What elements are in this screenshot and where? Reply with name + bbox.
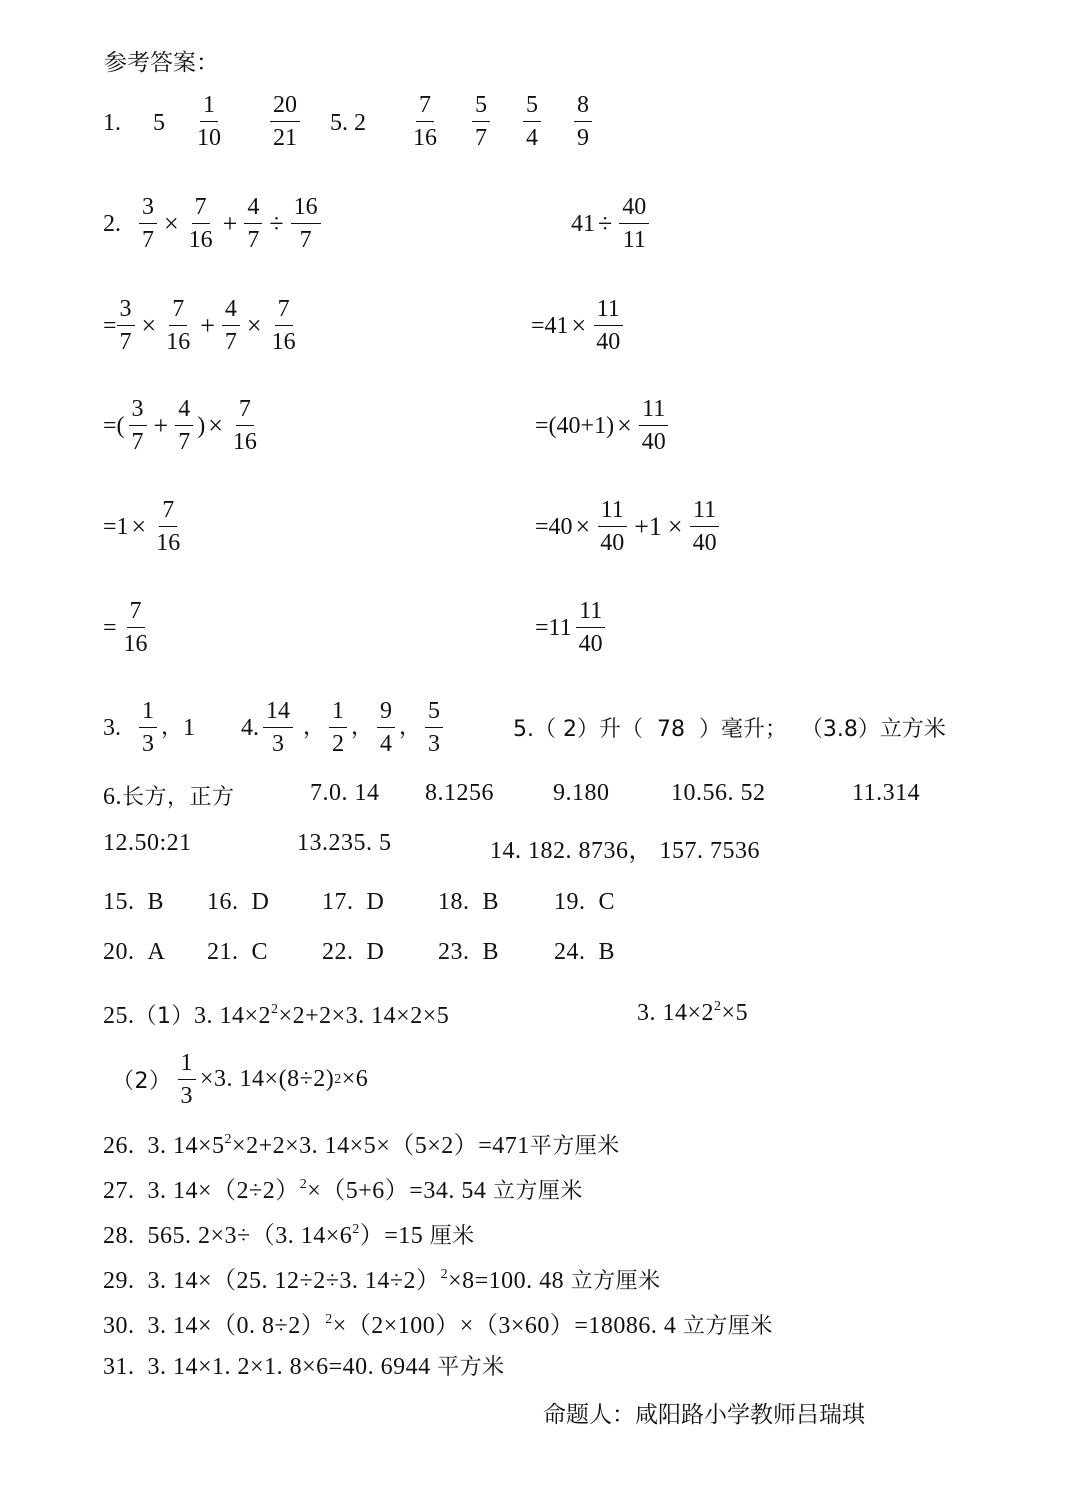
denominator: 7	[131, 429, 144, 455]
exponent: 2	[271, 1002, 279, 1017]
q14-value: 182. 8736， 157. 7536	[521, 838, 760, 864]
denominator: 10	[197, 125, 221, 151]
q2-right-line-4	[535, 497, 724, 556]
q10-value: 56. 52	[702, 780, 766, 806]
operator: +	[200, 310, 215, 340]
expr: 3. 14×2	[194, 1003, 272, 1029]
denominator: 7	[178, 429, 191, 455]
q2-right-line-5	[535, 598, 610, 657]
page-title: 参考答案：	[104, 50, 219, 76]
exponent: 2	[352, 1222, 360, 1237]
denominator: 16	[188, 227, 213, 253]
operator: ×	[208, 410, 223, 440]
unit: 立方厘米	[682, 1314, 773, 1339]
denominator: 2	[332, 731, 345, 757]
numerator: 5	[472, 92, 490, 122]
numerator: 5	[425, 698, 443, 728]
equals: =	[103, 614, 117, 641]
numerator: 7	[192, 194, 210, 224]
operator: ×	[164, 208, 179, 238]
q2-right-line-3	[535, 396, 673, 455]
solution-30	[103, 1305, 773, 1340]
unit: 平方厘米	[529, 1134, 620, 1159]
choice-16	[207, 889, 269, 916]
exponent: 2	[224, 1132, 233, 1147]
choice-answer: B	[147, 889, 165, 915]
exponent: 2	[299, 1177, 308, 1192]
prefix: 41	[571, 210, 595, 237]
numerator: 11	[576, 598, 605, 628]
operator: ÷	[269, 208, 284, 238]
choice-label: 20.	[103, 939, 135, 965]
q11-label: 11.	[852, 780, 883, 806]
choice-19	[554, 889, 615, 916]
choice-label: 16.	[207, 889, 239, 915]
prefix: =40	[535, 513, 573, 540]
operator: ×	[141, 310, 157, 340]
q14-answer	[490, 830, 760, 865]
choice-label: 24.	[554, 939, 586, 965]
solution-label: 28.	[103, 1223, 135, 1249]
choice-label: 15.	[103, 889, 135, 915]
solution-label: 29.	[103, 1268, 135, 1294]
choice-answer: D	[366, 889, 385, 915]
solution-28	[103, 1215, 475, 1250]
numerator: 11	[598, 497, 627, 527]
choice-18	[438, 889, 499, 916]
numerator: 7	[127, 598, 145, 628]
q2-label: 2.	[103, 210, 121, 237]
solution-26	[103, 1125, 620, 1160]
expr: 3. 14×1. 2×1. 8×6=40. 6944	[147, 1354, 431, 1380]
expr: ×5	[721, 1000, 749, 1026]
choice-answer: D	[251, 889, 270, 915]
denominator: 40	[692, 530, 717, 556]
denominator: 16	[123, 631, 148, 657]
exponent: 2	[334, 1071, 342, 1087]
q9-label: 9.	[553, 780, 572, 806]
expr: ×（5+6）=34. 54	[307, 1178, 487, 1204]
q1-label: 1.	[103, 110, 121, 136]
q1-answer-2	[190, 92, 228, 151]
solution-label: 31.	[103, 1354, 135, 1380]
q2-right-line-1	[571, 194, 653, 253]
choice-answer: B	[482, 889, 500, 915]
q14-label: 14.	[490, 838, 522, 864]
numerator: 40	[619, 194, 649, 224]
choice-label: 21.	[207, 939, 239, 965]
choice-answer: C	[251, 939, 269, 965]
denominator: 11	[622, 227, 646, 253]
solution-label: 27.	[103, 1178, 135, 1204]
unit: 立方厘米	[570, 1269, 661, 1294]
numerator: 20	[270, 92, 300, 122]
numerator: 7	[416, 92, 434, 122]
denominator: 40	[578, 631, 603, 657]
q8-answer	[425, 780, 494, 807]
denominator: 7	[224, 329, 237, 355]
q7-answer	[310, 780, 380, 807]
unit: 平方米	[437, 1355, 505, 1380]
numerator: 4	[175, 396, 193, 426]
q13-value: 235. 5	[328, 830, 392, 856]
denominator: 16	[271, 329, 296, 355]
numerator: 3	[139, 194, 157, 224]
author-credit: 命题人：咸阳路小学教师吕瑞琪	[543, 1402, 865, 1428]
denominator: 40	[596, 329, 621, 355]
part-label: （2）	[112, 1069, 172, 1094]
q12-value: 50:21	[134, 830, 192, 856]
solution-label: 26.	[103, 1133, 135, 1159]
solution-29	[103, 1260, 661, 1295]
q25-part1	[103, 999, 449, 1030]
denominator: 21	[273, 125, 297, 151]
q2-left-line-3	[103, 396, 264, 455]
denominator: 16	[232, 429, 257, 455]
choice-answer: A	[147, 939, 166, 965]
numerator: 4	[222, 296, 240, 326]
denominator: 3	[428, 731, 441, 757]
q8-label: 8.	[425, 780, 444, 806]
operator: +	[222, 208, 238, 238]
denominator: 3	[142, 731, 154, 757]
q12-label: 12.	[103, 830, 135, 856]
choice-24	[554, 939, 615, 966]
denominator: 7	[142, 227, 154, 253]
expr: ×2+2×3. 14×5×（5×2）=471	[232, 1133, 530, 1159]
expr: 3. 14×（25. 12÷2÷3. 14÷2）	[147, 1268, 441, 1294]
q25-part2	[112, 1050, 368, 1109]
q3-label: 3.	[103, 714, 121, 741]
operator: ×	[667, 511, 683, 541]
operator: ×	[617, 410, 632, 440]
expr: ）=15	[359, 1223, 424, 1249]
equals-open-paren: =(	[103, 412, 125, 439]
numerator: 16	[291, 194, 321, 224]
choice-answer: C	[598, 889, 616, 915]
numerator: 1	[329, 698, 347, 728]
numerator: 3	[129, 396, 147, 426]
q7-value: 0. 14	[329, 780, 380, 806]
denominator: 7	[119, 329, 132, 355]
solution-31	[103, 1350, 505, 1381]
q1-answer-1: 5	[153, 110, 165, 136]
expr: ×（2×100）×（3×60）=18086. 4	[332, 1313, 677, 1339]
numerator: 7	[236, 396, 254, 426]
numerator: 1	[178, 1050, 197, 1080]
q7-label: 7.	[310, 780, 329, 806]
q13-answer	[297, 830, 392, 857]
prefix: =41	[531, 312, 569, 339]
denominator: 9	[577, 125, 589, 151]
equals-value: =1	[103, 513, 129, 540]
denominator: 3	[180, 1083, 193, 1109]
choice-23	[438, 939, 499, 966]
choice-answer: D	[366, 939, 385, 965]
q4-answer	[241, 698, 447, 757]
operator: ×	[246, 310, 262, 340]
choice-17	[322, 889, 384, 916]
choice-label: 23.	[438, 939, 470, 965]
q1-answer-5	[406, 92, 444, 151]
choice-20	[103, 939, 165, 966]
numerator: 11	[690, 497, 719, 527]
expr: 3. 14×5	[147, 1133, 225, 1159]
numerator: 5	[523, 92, 541, 122]
q1-answer-7	[519, 92, 545, 151]
q25-part1-volume	[637, 999, 748, 1027]
choice-22	[322, 939, 384, 966]
choice-label: 19.	[554, 889, 586, 915]
operator: ×	[575, 511, 591, 541]
operator: ×	[571, 310, 587, 340]
numerator: 11	[594, 296, 623, 326]
exponent: 2	[440, 1267, 449, 1282]
q9-value: 180	[572, 780, 610, 806]
numerator: 1	[139, 698, 157, 728]
numerator: 7	[275, 296, 293, 326]
numerator: 4	[244, 194, 262, 224]
expr: 3. 14×（0. 8÷2）	[147, 1313, 326, 1339]
solution-27	[103, 1170, 583, 1205]
choice-label: 17.	[322, 889, 354, 915]
q8-value: 1256	[444, 780, 494, 806]
operator: ÷	[598, 208, 613, 238]
expr: ×2+2×3. 14×2×5	[278, 1003, 450, 1029]
denominator: 16	[156, 530, 181, 556]
numerator: 11	[639, 396, 668, 426]
q9-answer	[553, 780, 610, 807]
q25-label: 25.	[103, 1003, 135, 1029]
solution-label: 30.	[103, 1313, 135, 1339]
operator: ×	[131, 511, 147, 541]
separator: ，	[351, 714, 374, 740]
q4-label: 4.	[241, 714, 259, 741]
prefix: =(40+1)	[535, 412, 615, 439]
q10-label: 10.	[671, 780, 703, 806]
q3-value: 1	[183, 714, 196, 741]
denominator: 7	[299, 227, 312, 253]
denominator: 40	[641, 429, 666, 455]
q11-answer	[852, 780, 920, 807]
unit: 厘米	[429, 1224, 475, 1249]
q2-left-line-1	[103, 194, 325, 253]
q3-answer	[103, 698, 195, 757]
q2-left-line-5	[103, 598, 155, 657]
q6-value: 长方，正方	[122, 785, 235, 810]
denominator: 7	[475, 125, 487, 151]
q12-answer	[103, 830, 192, 857]
denominator: 16	[166, 329, 191, 355]
q11-value: 314	[882, 780, 921, 806]
expr: ×3. 14×(8÷2)	[200, 1066, 335, 1092]
plus-one: +1	[634, 511, 662, 541]
expr: ×8=100. 48	[448, 1268, 565, 1294]
denominator: 3	[272, 731, 284, 757]
q1-answer-8	[570, 92, 596, 151]
q2-left-line-2	[103, 296, 303, 355]
choice-answer: B	[598, 939, 616, 965]
expr: 3. 14×（2÷2）	[147, 1178, 300, 1204]
numerator: 9	[377, 698, 395, 728]
denominator: 40	[600, 530, 625, 556]
unit: 立方厘米	[492, 1179, 583, 1204]
numerator: 3	[117, 296, 135, 326]
choice-label: 22.	[322, 939, 354, 965]
denominator: 4	[380, 731, 393, 757]
q5-answer: 5.（ 2）升（ 78 ）毫升； （3.8）立方米	[513, 717, 946, 742]
operator: +	[153, 410, 169, 440]
separator: ，	[161, 714, 184, 740]
exponent: 2	[714, 999, 722, 1014]
exponent: 2	[325, 1312, 333, 1327]
choice-answer: B	[482, 939, 500, 965]
denominator: 4	[526, 125, 538, 151]
expr: 3. 14×2	[637, 1000, 715, 1026]
q1-answer-6	[468, 92, 494, 151]
q1-answer-4: 5. 2	[330, 110, 366, 136]
q2-right-line-2	[531, 296, 627, 355]
close-paren: )	[197, 412, 206, 439]
numerator: 8	[574, 92, 592, 122]
choice-15	[103, 889, 164, 916]
separator: ，	[303, 714, 326, 740]
q6-answer	[103, 780, 235, 811]
expr: 565. 2×3÷（3. 14×6	[147, 1223, 353, 1249]
numerator: 7	[159, 497, 177, 527]
choice-21	[207, 939, 268, 966]
expr: ×6	[341, 1066, 369, 1092]
q13-label: 13.	[297, 830, 329, 856]
choice-label: 18.	[438, 889, 470, 915]
numerator: 14	[263, 698, 293, 728]
q1-answer-3	[266, 92, 304, 151]
q2-left-line-4	[103, 497, 187, 556]
denominator: 16	[413, 125, 437, 151]
part-label: （1）	[134, 1004, 194, 1029]
prefix: =11	[535, 614, 572, 641]
q10-answer	[671, 780, 766, 807]
numerator: 1	[200, 92, 218, 122]
numerator: 7	[169, 296, 187, 326]
q6-label: 6.	[103, 784, 122, 810]
separator: ，	[399, 714, 422, 740]
equals: =	[103, 312, 117, 339]
denominator: 7	[247, 227, 260, 253]
